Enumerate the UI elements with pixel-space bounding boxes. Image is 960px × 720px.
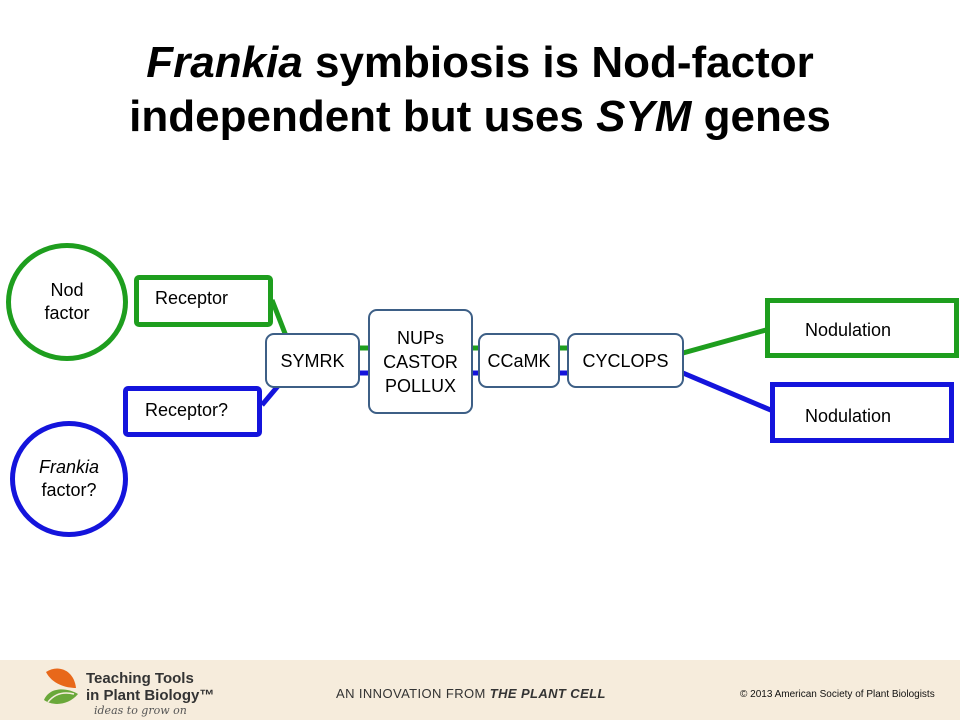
nod-factor-circle: Nod factor xyxy=(6,243,128,361)
slide-title: Frankia symbiosis is Nod-factor independent but uses SYM genes xyxy=(129,38,831,141)
frankia-factor-circle: Frankia factor? xyxy=(10,421,128,537)
nodulation-box-green: Nodulation xyxy=(765,298,959,358)
nups-castor-pollux-box: NUPs CASTOR POLLUX xyxy=(368,309,473,414)
title-sym: SYM xyxy=(596,92,692,141)
cyclops-box: CYCLOPS xyxy=(567,333,684,388)
symrk-box: SYMRK xyxy=(265,333,360,388)
receptor-box-green: Receptor xyxy=(134,275,273,327)
title-frankia: Frankia xyxy=(146,38,303,87)
logo-text-line2: in Plant Biology™ xyxy=(86,687,215,704)
nodulation-box-blue: Nodulation xyxy=(770,382,954,443)
blue-line-receptor-symrk xyxy=(262,386,278,405)
innovation-text: AN INNOVATION FROM THE PLANT CELL xyxy=(336,686,606,701)
plant-leaf-logo-icon xyxy=(40,662,84,710)
green-line-cyclops-nodulation xyxy=(683,330,766,353)
logo-tagline: ideas to grow on xyxy=(94,704,187,717)
receptor-box-blue: Receptor? xyxy=(123,386,262,437)
ccamk-box: CCaMK xyxy=(478,333,560,388)
copyright-text: © 2013 American Society of Plant Biologists xyxy=(740,689,935,700)
logo-text-line1: Teaching Tools xyxy=(86,670,194,687)
green-line-receptor-symrk xyxy=(272,300,286,336)
blue-line-cyclops-nodulation xyxy=(683,373,773,411)
